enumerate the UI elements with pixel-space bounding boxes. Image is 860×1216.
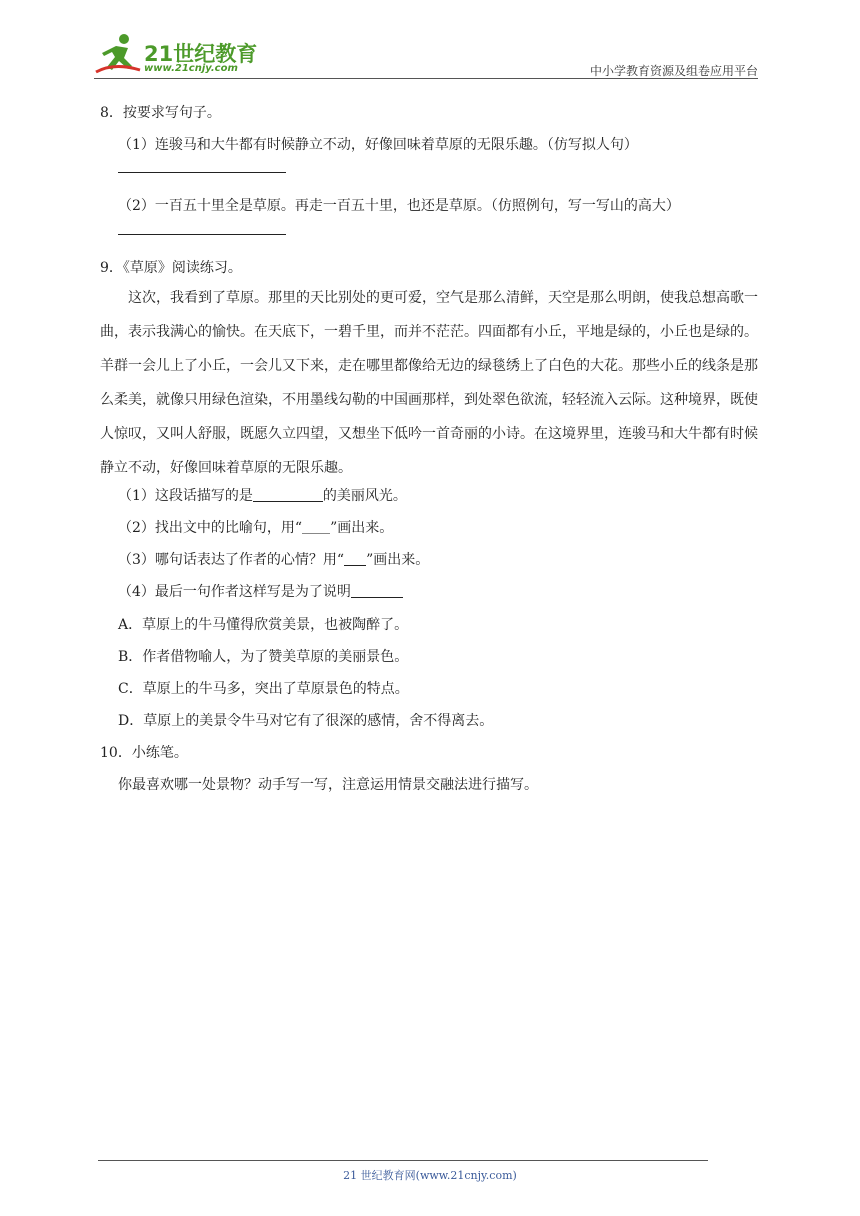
sub-4-text: （4）最后一句作者这样写是为了说明 bbox=[118, 584, 351, 601]
question-8-item-2: （2）一百五十里全是草原。再走一百五十里，也还是草原。（仿照例句，写一写山的高大） bbox=[118, 198, 680, 215]
page-header bbox=[94, 30, 758, 80]
document-content bbox=[100, 104, 764, 795]
sub-2-text-b: ”画出来。 bbox=[330, 519, 394, 536]
fill-blank-1 bbox=[253, 487, 323, 502]
option-a: A．草原上的牛马懂得欣赏美景，也被陶醉了。 bbox=[118, 616, 409, 633]
question-9-sub-1 bbox=[100, 487, 764, 505]
option-b: B．作者借物喻人，为了赞美草原的美丽景色。 bbox=[118, 648, 409, 665]
question-9-title: 9．《草原》阅读练习。 bbox=[100, 259, 242, 276]
question-8 bbox=[100, 104, 764, 235]
question-10 bbox=[100, 744, 764, 794]
question-10-title: 10．小练笔。 bbox=[100, 745, 188, 762]
page-footer: 21 世纪教育网(www.21cnjy.com) bbox=[343, 1169, 517, 1182]
question-8-item-1: （1）连骏马和大牛都有时候静立不动，好像回味着草原的无限乐趣。（仿写拟人句） bbox=[118, 137, 638, 154]
runner-logo-icon bbox=[94, 32, 142, 76]
sub-1-text-a: （1）这段话描写的是 bbox=[118, 487, 253, 504]
fill-blank-4 bbox=[351, 583, 403, 598]
sub-3-text-a: （3）哪句话表达了作者的心情？用“ bbox=[118, 552, 345, 569]
sub-3-text-b: ”画出来。 bbox=[366, 552, 430, 569]
reading-passage: 这次，我看到了草原。那里的天比别处的更可爱，空气是那么清鲜，天空是那么明朗，使我总想高歌一曲，表示我满心的愉快。在天底下，一碧千里，而并不茫茫。四面都有小丘，平地是绿的，小丘也是绿的。羊群一会儿上了小丘，一会儿又下来，走在哪里都像给无边的绿毯绣上了白色的大花。那些小丘的线条是那么柔美，就像只用绿色渲染，不用墨线勾勒的中国画那样，到处翠色欲流，轻轻流入云际。这种境界，既使人惊叹，又叫人舒服，既愿久立四望，又想坐下低吟一首奇丽的小诗。在这境界里，连骏马和大牛都有时候静立不动，好像回味着草原的无限乐趣。 bbox=[100, 289, 758, 476]
question-9-sub-4 bbox=[100, 583, 764, 601]
sub-1-text-b: 的美丽风光。 bbox=[322, 487, 407, 504]
header-divider bbox=[94, 78, 758, 79]
site-logo bbox=[94, 30, 264, 78]
underline-sample-1 bbox=[302, 519, 330, 534]
question-8-title: 8．按要求写句子。 bbox=[100, 105, 221, 121]
answer-line-1 bbox=[118, 168, 286, 173]
option-c: C．草原上的牛马多，突出了草原景色的特点。 bbox=[118, 680, 409, 697]
header-platform-text: 中小学教育资源及组卷应用平台 bbox=[589, 64, 758, 78]
logo-text: 21世纪教育 bbox=[144, 42, 258, 66]
option-d: D．草原上的美景令牛马对它有了很深的感情，舍不得离去。 bbox=[118, 713, 494, 730]
footer-divider bbox=[98, 1160, 708, 1161]
question-9-sub-2 bbox=[100, 519, 764, 537]
question-9-sub-3 bbox=[100, 551, 764, 569]
answer-line-2 bbox=[118, 230, 286, 235]
logo-url: www.21cnjy.com bbox=[144, 63, 238, 74]
question-10-prompt: 你最喜欢哪一处景物？动手写一写，注意运用情景交融法进行描写。 bbox=[118, 777, 538, 794]
sub-2-text-a: （2）找出文中的比喻句，用“ bbox=[118, 519, 303, 536]
question-9 bbox=[100, 259, 764, 731]
underline-sample-2 bbox=[344, 551, 366, 566]
